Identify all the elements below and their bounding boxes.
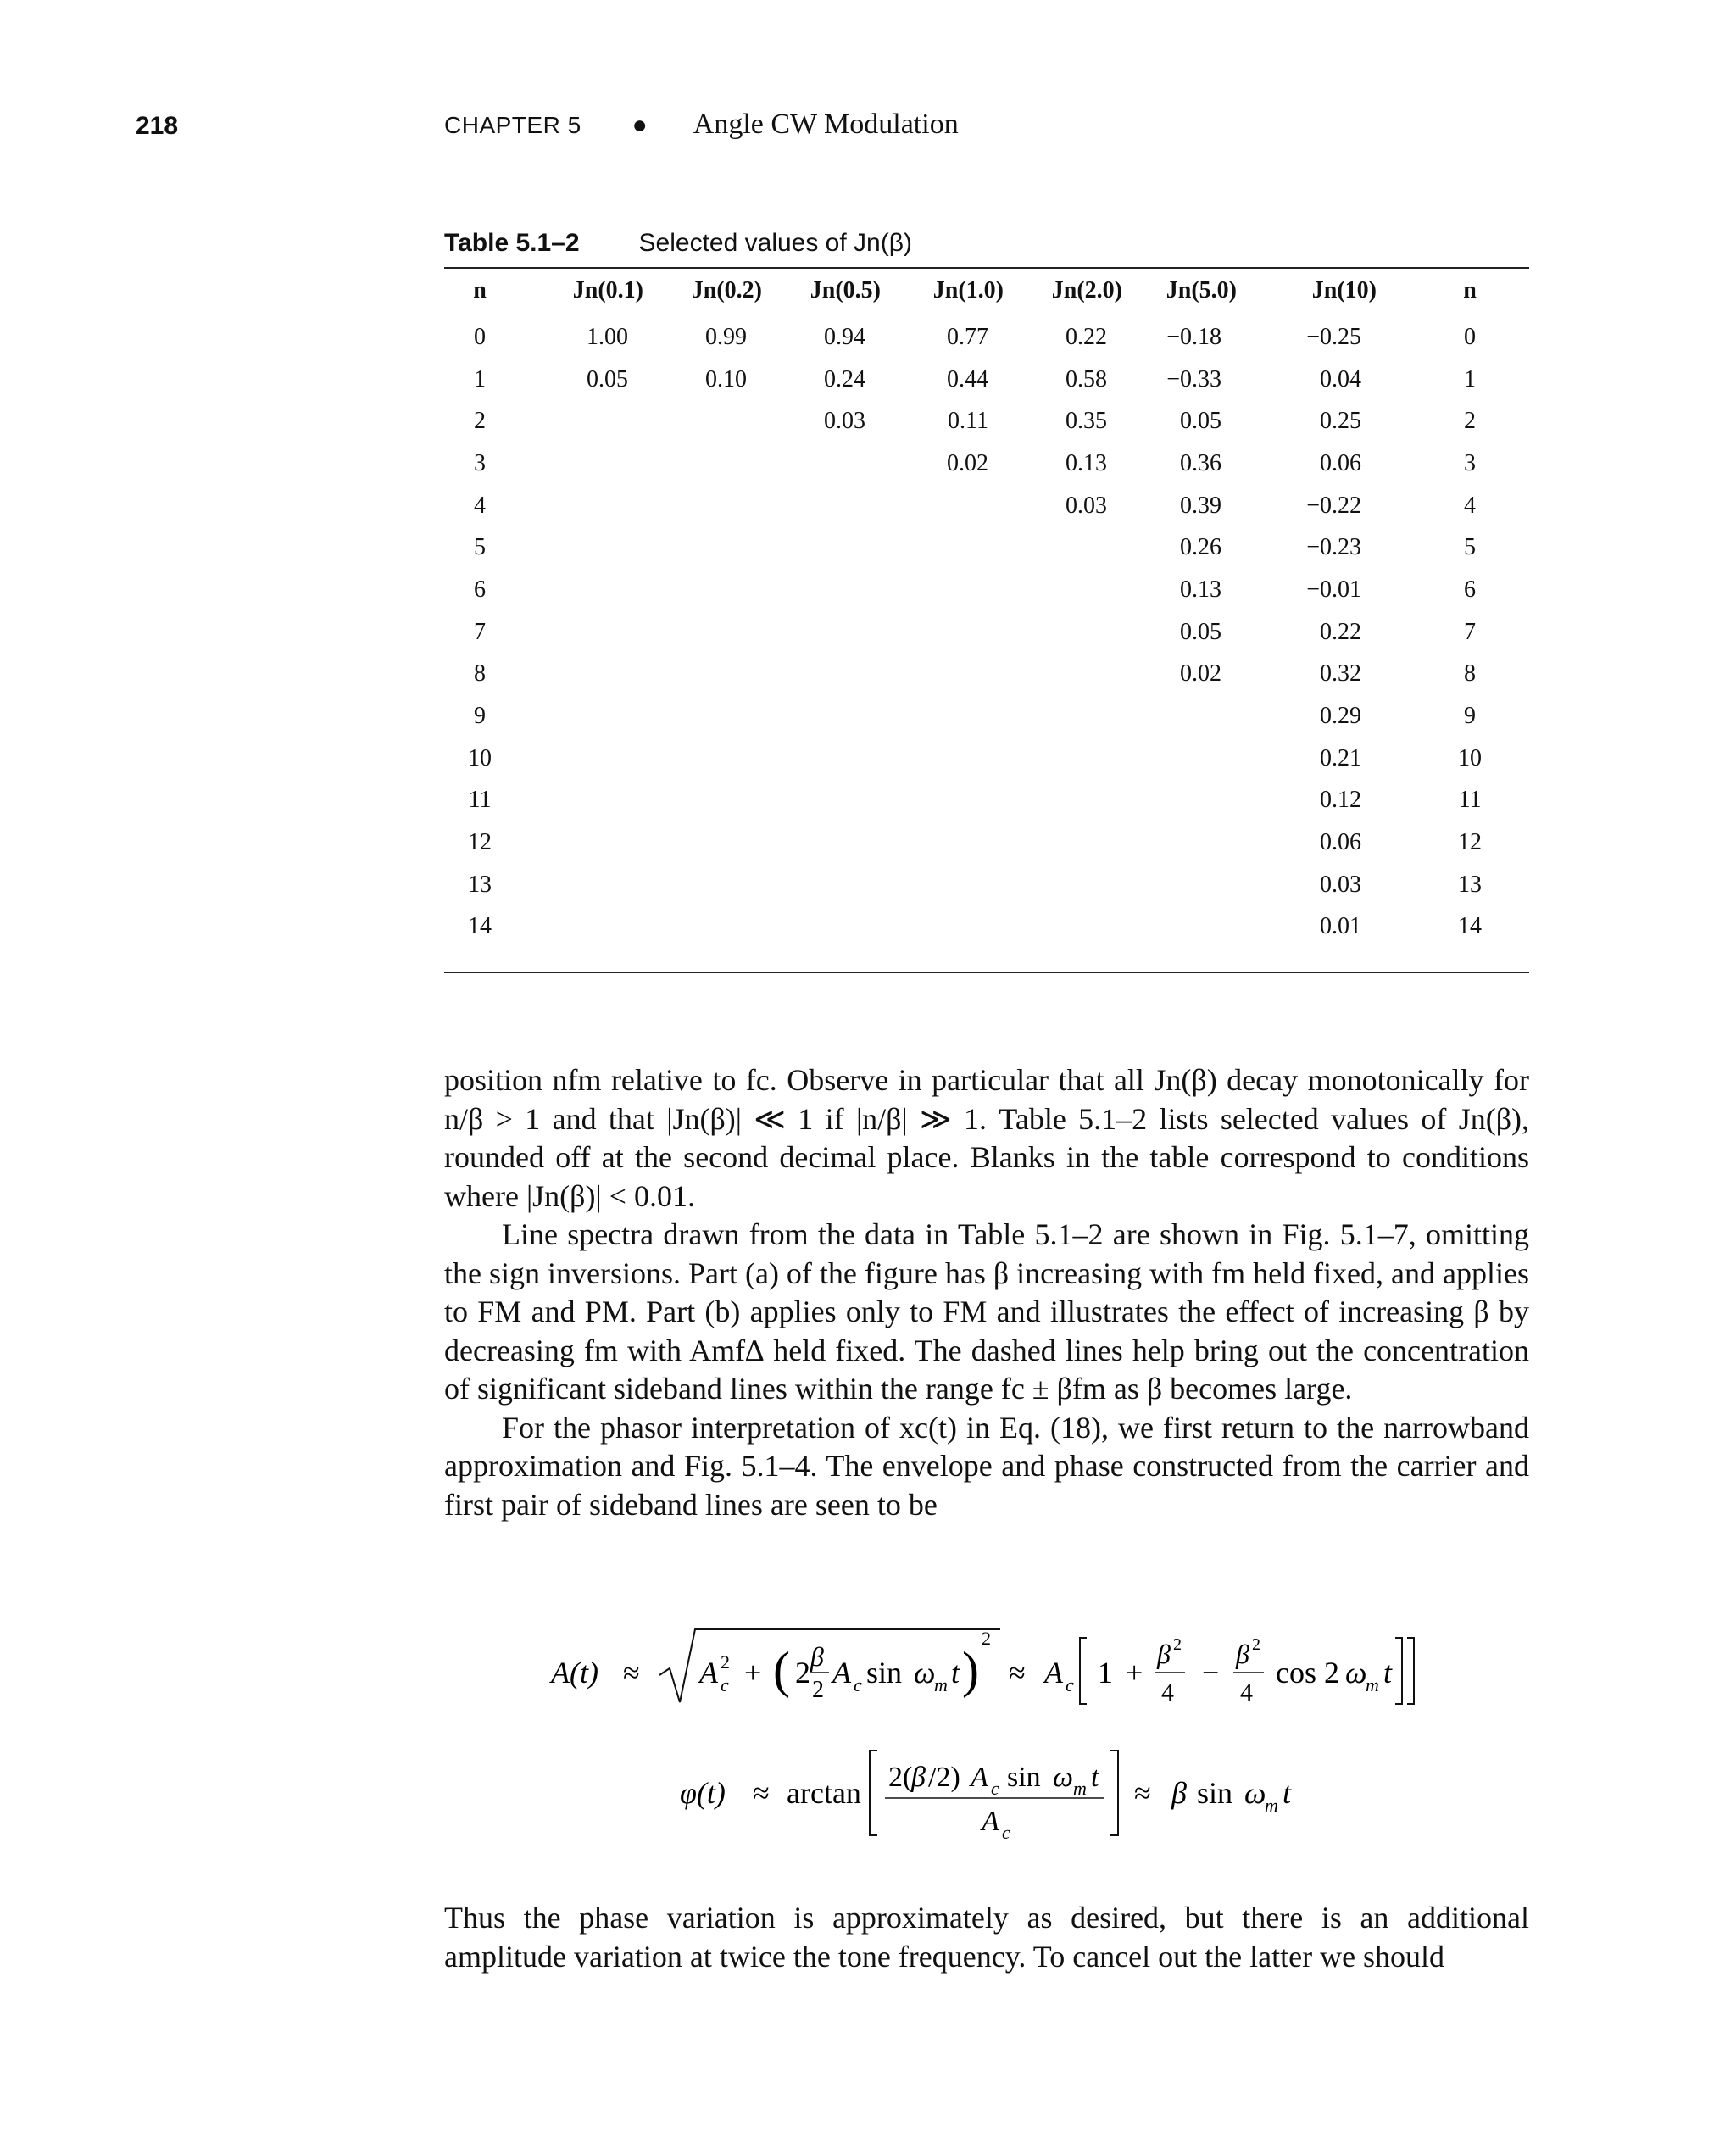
- paragraph: Line spectra drawn from the data in Table 5.1–2 are shown in Fig. 5.1–7, omitting the sign inversions. Part (a) of the figure has β increasing with fm held fixed, and applies to FM and PM. Part (b) applies only to FM and illustrates the effect of increasing β by decreasing fm with Amf∆ held fixed. The dashed lines help bring out the concentration of significant sideband lines within the range fc ± βfm as β becomes large.: [444, 1217, 1529, 1406]
- row-index-cell: 0: [474, 323, 486, 350]
- table-caption: [444, 229, 912, 258]
- bessel-value-cell: [1122, 695, 1237, 738]
- svg-text:+: +: [744, 1656, 762, 1690]
- bessel-value-cell: [643, 864, 762, 906]
- bessel-value-cell: [529, 695, 643, 738]
- bessel-value-cell: 0.03: [1320, 871, 1361, 898]
- svg-text:/2): /2): [928, 1762, 960, 1793]
- svg-text:A: A: [1044, 1656, 1063, 1690]
- table-label: Table 5.1–2: [444, 229, 580, 257]
- bessel-value-cell: [529, 400, 643, 443]
- svg-text:2(: 2(: [888, 1762, 913, 1793]
- bessel-value-cell: −0.25: [1306, 323, 1361, 350]
- bessel-value-cell: [762, 611, 881, 654]
- bessel-value-cell: [529, 821, 643, 864]
- bessel-value-cell: [762, 485, 881, 527]
- bessel-value-cell: 0.11: [948, 408, 988, 435]
- row-index-cell: 13: [1458, 871, 1482, 898]
- svg-text:m: m: [1265, 1795, 1278, 1816]
- table-row: [444, 400, 1529, 443]
- svg-text:β: β: [1236, 1639, 1249, 1669]
- svg-text:−: −: [1202, 1656, 1220, 1690]
- bessel-value-cell: 1.00: [587, 323, 628, 350]
- svg-text:t: t: [1091, 1762, 1099, 1793]
- bessel-value-cell: [762, 695, 881, 738]
- bessel-value-cell: 0.12: [1320, 787, 1361, 814]
- table-body: [444, 313, 1529, 948]
- bessel-value-cell: 0.29: [1320, 703, 1361, 730]
- row-index-cell: 11: [468, 787, 492, 814]
- bessel-value-cell: [881, 821, 1004, 864]
- bessel-value-cell: 0.02: [1180, 660, 1221, 688]
- bessel-value-cell: 0.35: [1066, 408, 1107, 435]
- bessel-value-cell: [1004, 695, 1122, 738]
- bessel-value-cell: 0.03: [824, 408, 865, 435]
- bessel-value-cell: 0.99: [705, 323, 747, 350]
- bessel-value-cell: [643, 738, 762, 780]
- bessel-value-cell: 0.36: [1180, 449, 1221, 476]
- bessel-value-cell: [881, 780, 1004, 822]
- table-row: [444, 654, 1529, 696]
- row-index-cell: 3: [474, 449, 486, 476]
- svg-text:φ(t): φ(t): [680, 1776, 726, 1810]
- row-index-cell: 4: [1464, 492, 1476, 519]
- svg-text:arctan: arctan: [787, 1776, 861, 1810]
- chapter-title: Angle CW Modulation: [693, 109, 959, 140]
- bessel-value-cell: [529, 526, 643, 569]
- bessel-value-cell: 0.32: [1320, 660, 1361, 688]
- svg-text:2: 2: [1252, 1635, 1260, 1654]
- bessel-value-cell: [529, 611, 643, 654]
- bessel-value-cell: [1004, 526, 1122, 569]
- bessel-value-cell: 0.25: [1320, 408, 1361, 435]
- svg-text:c: c: [991, 1778, 999, 1799]
- equation-phase-svg: [670, 1742, 1314, 1844]
- equation-envelope: [551, 1619, 1441, 1729]
- bessel-values-table: [444, 269, 1529, 948]
- bessel-value-cell: 0.24: [824, 365, 865, 392]
- running-head: [444, 109, 959, 141]
- table-row: [444, 443, 1529, 485]
- row-index-cell: 7: [1464, 618, 1476, 645]
- svg-text:2: 2: [1173, 1635, 1182, 1654]
- svg-text:A(t): A(t): [551, 1656, 598, 1690]
- svg-text:cos 2: cos 2: [1276, 1656, 1339, 1690]
- equation-phase: [670, 1742, 1314, 1851]
- bessel-value-cell: [1004, 821, 1122, 864]
- svg-text:1: 1: [1098, 1656, 1113, 1690]
- bessel-value-cell: 0.13: [1180, 576, 1221, 603]
- table-caption-text: Selected values of Jn(β): [638, 229, 912, 257]
- bessel-value-cell: 0.13: [1066, 449, 1107, 476]
- row-index-cell: 5: [1464, 534, 1476, 561]
- bessel-value-cell: 0.94: [824, 323, 865, 350]
- bessel-value-cell: [1004, 738, 1122, 780]
- svg-text:β: β: [810, 1641, 824, 1672]
- svg-text:≈: ≈: [753, 1776, 770, 1810]
- bessel-value-cell: [643, 526, 762, 569]
- bessel-value-cell: [1004, 569, 1122, 611]
- row-index-cell: 14: [468, 913, 492, 940]
- row-index-cell: 4: [474, 492, 486, 519]
- svg-text:+: +: [1126, 1656, 1143, 1690]
- row-index-cell: 8: [474, 660, 486, 688]
- bessel-value-cell: [762, 654, 881, 696]
- bessel-value-cell: [643, 780, 762, 822]
- bessel-value-cell: [1004, 611, 1122, 654]
- column-header: Jn(0.2): [691, 277, 762, 303]
- svg-text:4: 4: [1240, 1679, 1253, 1706]
- bessel-value-cell: [1122, 864, 1237, 906]
- bessel-value-cell: [881, 526, 1004, 569]
- bessel-value-cell: [529, 654, 643, 696]
- bessel-value-cell: −0.33: [1166, 365, 1221, 392]
- svg-text:β: β: [1157, 1639, 1171, 1669]
- svg-text:ω: ω: [914, 1656, 936, 1690]
- bessel-value-cell: 0.10: [705, 365, 747, 392]
- table-row: [444, 864, 1529, 906]
- svg-text:): ): [962, 1642, 979, 1698]
- bessel-value-cell: [643, 569, 762, 611]
- body-text-lower: [444, 1899, 1529, 1976]
- svg-text:4: 4: [1161, 1679, 1174, 1706]
- row-index-cell: 6: [1464, 576, 1476, 603]
- bessel-value-cell: [1004, 906, 1122, 949]
- svg-text:(: (: [773, 1642, 790, 1698]
- bessel-value-cell: 0.05: [1180, 618, 1221, 645]
- bessel-value-cell: 0.03: [1066, 492, 1107, 519]
- row-index-cell: 12: [468, 829, 492, 856]
- row-index-cell: 9: [474, 703, 486, 730]
- svg-text:t: t: [951, 1656, 960, 1690]
- table-row: [444, 313, 1529, 359]
- bessel-value-cell: [881, 906, 1004, 949]
- bessel-value-cell: [881, 654, 1004, 696]
- bessel-value-cell: 0.02: [947, 449, 988, 476]
- table-row: [444, 906, 1529, 949]
- body-text-upper: [444, 1061, 1529, 1524]
- table-row: [444, 359, 1529, 401]
- bessel-value-cell: [762, 780, 881, 822]
- bullet-separator: ●: [632, 111, 648, 139]
- bessel-value-cell: [529, 485, 643, 527]
- bessel-value-cell: [762, 526, 881, 569]
- svg-text:β: β: [1171, 1776, 1187, 1810]
- row-index-cell: 11: [1458, 787, 1482, 814]
- bessel-value-cell: [881, 569, 1004, 611]
- svg-text:A: A: [699, 1656, 718, 1690]
- column-header: Jn(10): [1311, 277, 1377, 303]
- svg-text:m: m: [1073, 1778, 1087, 1799]
- bessel-value-cell: [881, 695, 1004, 738]
- bessel-value-cell: [1004, 780, 1122, 822]
- bessel-value-cell: [762, 443, 881, 485]
- column-header: Jn(5.0): [1166, 277, 1237, 303]
- row-index-cell: 1: [1464, 365, 1476, 392]
- bessel-value-cell: [881, 738, 1004, 780]
- row-index-cell: 2: [1464, 408, 1476, 435]
- row-index-cell: 2: [474, 408, 486, 435]
- bessel-value-cell: [762, 906, 881, 949]
- row-index-cell: 8: [1464, 660, 1476, 688]
- table-row: [444, 695, 1529, 738]
- svg-text:≈: ≈: [1009, 1656, 1026, 1690]
- paragraph: For the phasor interpretation of xc(t) in Eq. (18), we first return to the narrowband approximation and Fig. 5.1–4. The envelope and phase constructed from the carrier and first pair of sideband lines are seen to be: [444, 1410, 1529, 1522]
- row-index-cell: 14: [1458, 913, 1482, 940]
- row-index-cell: 10: [468, 744, 492, 771]
- column-header: Jn(2.0): [1051, 277, 1122, 303]
- bessel-value-cell: 0.21: [1320, 744, 1361, 771]
- bessel-value-cell: 0.26: [1180, 534, 1221, 561]
- bessel-value-cell: 0.44: [947, 365, 988, 392]
- bessel-value-cell: 0.04: [1320, 365, 1361, 392]
- row-index-cell: 1: [474, 365, 486, 392]
- bessel-value-cell: [881, 611, 1004, 654]
- bessel-value-cell: [1122, 738, 1237, 780]
- svg-text:A: A: [832, 1656, 851, 1690]
- row-index-cell: 7: [474, 618, 486, 645]
- column-header: n: [473, 277, 487, 303]
- bessel-value-cell: [643, 611, 762, 654]
- column-header: Jn(1.0): [932, 277, 1004, 303]
- bessel-value-cell: −0.23: [1306, 534, 1361, 561]
- column-header: Jn(0.5): [810, 277, 881, 303]
- svg-text:2: 2: [795, 1656, 810, 1690]
- bessel-value-cell: [1004, 654, 1122, 696]
- svg-text:c: c: [721, 1674, 729, 1695]
- bessel-value-cell: 0.06: [1320, 449, 1361, 476]
- bessel-value-cell: [762, 821, 881, 864]
- bessel-value-cell: [881, 485, 1004, 527]
- row-index-cell: 10: [1458, 744, 1482, 771]
- column-header: Jn(0.1): [572, 277, 643, 303]
- bessel-value-cell: [1122, 821, 1237, 864]
- svg-text:≈: ≈: [623, 1656, 640, 1690]
- bessel-value-cell: [1122, 906, 1237, 949]
- bessel-value-cell: [643, 485, 762, 527]
- svg-text:c: c: [1002, 1822, 1010, 1843]
- svg-text:sin: sin: [1007, 1762, 1041, 1793]
- bessel-value-cell: 0.58: [1066, 365, 1107, 392]
- table-row: [444, 738, 1529, 780]
- bessel-value-cell: [881, 864, 1004, 906]
- bessel-value-cell: [529, 443, 643, 485]
- bessel-value-cell: [643, 654, 762, 696]
- svg-text:A: A: [971, 1762, 988, 1793]
- column-header: n: [1463, 277, 1477, 303]
- bessel-value-cell: −0.22: [1306, 492, 1361, 519]
- equation-envelope-svg: [551, 1619, 1441, 1721]
- bessel-value-cell: 0.39: [1180, 492, 1221, 519]
- bessel-value-cell: [643, 821, 762, 864]
- bessel-value-cell: −0.18: [1166, 323, 1221, 350]
- row-index-cell: 3: [1464, 449, 1476, 476]
- svg-text:≈: ≈: [1134, 1776, 1151, 1810]
- svg-text:ω: ω: [1244, 1776, 1266, 1810]
- svg-text:t: t: [1283, 1776, 1292, 1810]
- svg-text:β: β: [911, 1762, 926, 1793]
- bessel-value-cell: [643, 906, 762, 949]
- svg-text:c: c: [854, 1674, 862, 1695]
- table-header-row: [444, 269, 1529, 313]
- bessel-value-cell: −0.01: [1306, 576, 1361, 603]
- bessel-value-cell: [762, 738, 881, 780]
- row-index-cell: 12: [1458, 829, 1482, 856]
- bessel-value-cell: [643, 695, 762, 738]
- chapter-label: CHAPTER 5: [444, 112, 581, 138]
- svg-text:m: m: [934, 1674, 948, 1695]
- bessel-value-cell: [529, 780, 643, 822]
- bessel-value-cell: [529, 864, 643, 906]
- paragraph: Thus the phase variation is approximately as desired, but there is an additional amplitude variation at twice the tone frequency. To cancel out the latter we should: [444, 1901, 1529, 1974]
- bessel-value-cell: 0.01: [1320, 913, 1361, 940]
- row-index-cell: 0: [1464, 323, 1476, 350]
- svg-text:t: t: [1383, 1656, 1393, 1690]
- bessel-value-cell: [529, 738, 643, 780]
- bessel-value-cell: 0.05: [1180, 408, 1221, 435]
- bessel-value-cell: 0.06: [1320, 829, 1361, 856]
- svg-text:2: 2: [982, 1628, 991, 1649]
- table-row: [444, 569, 1529, 611]
- table-row: [444, 526, 1529, 569]
- bessel-value-cell: 0.05: [587, 365, 628, 392]
- bessel-value-cell: [762, 569, 881, 611]
- page-number: 218: [136, 112, 179, 140]
- bessel-value-cell: [529, 569, 643, 611]
- row-index-cell: 6: [474, 576, 486, 603]
- bessel-value-cell: [1122, 780, 1237, 822]
- table-row: [444, 780, 1529, 822]
- bessel-value-cell: [643, 400, 762, 443]
- svg-text:ω: ω: [1053, 1762, 1074, 1793]
- svg-text:c: c: [1066, 1674, 1074, 1695]
- table-row: [444, 485, 1529, 527]
- svg-text:sin: sin: [1197, 1776, 1233, 1810]
- bessel-value-cell: [529, 906, 643, 949]
- row-index-cell: 5: [474, 534, 486, 561]
- bessel-value-cell: 0.22: [1320, 618, 1361, 645]
- row-index-cell: 13: [468, 871, 492, 898]
- svg-text:2: 2: [721, 1651, 730, 1673]
- row-index-cell: 9: [1464, 703, 1476, 730]
- svg-text:2: 2: [812, 1677, 824, 1703]
- bessel-value-cell: [1004, 864, 1122, 906]
- svg-text:sin: sin: [866, 1656, 903, 1690]
- table-row: [444, 611, 1529, 654]
- svg-text:ω: ω: [1345, 1656, 1367, 1690]
- bessel-value-cell: [762, 864, 881, 906]
- svg-text:m: m: [1366, 1674, 1379, 1695]
- table-row: [444, 821, 1529, 864]
- bessel-value-cell: 0.77: [947, 323, 988, 350]
- paragraph: position nfm relative to fc. Observe in particular that all Jn(β) decay monotonically for n/β > 1 and that |Jn(β)| ≪ 1 if |n/β| ≫ 1. Table 5.1–2 lists selected values of Jn(β), rounded off at the second decimal place. Blanks in the table correspond to conditions where |Jn(β)| < 0.01.: [444, 1063, 1529, 1213]
- bessel-value-cell: [643, 443, 762, 485]
- bessel-value-cell: 0.22: [1066, 323, 1107, 350]
- svg-text:A: A: [982, 1806, 999, 1837]
- table-bottom-rule: [444, 972, 1529, 973]
- bessel-table: [444, 267, 1529, 973]
